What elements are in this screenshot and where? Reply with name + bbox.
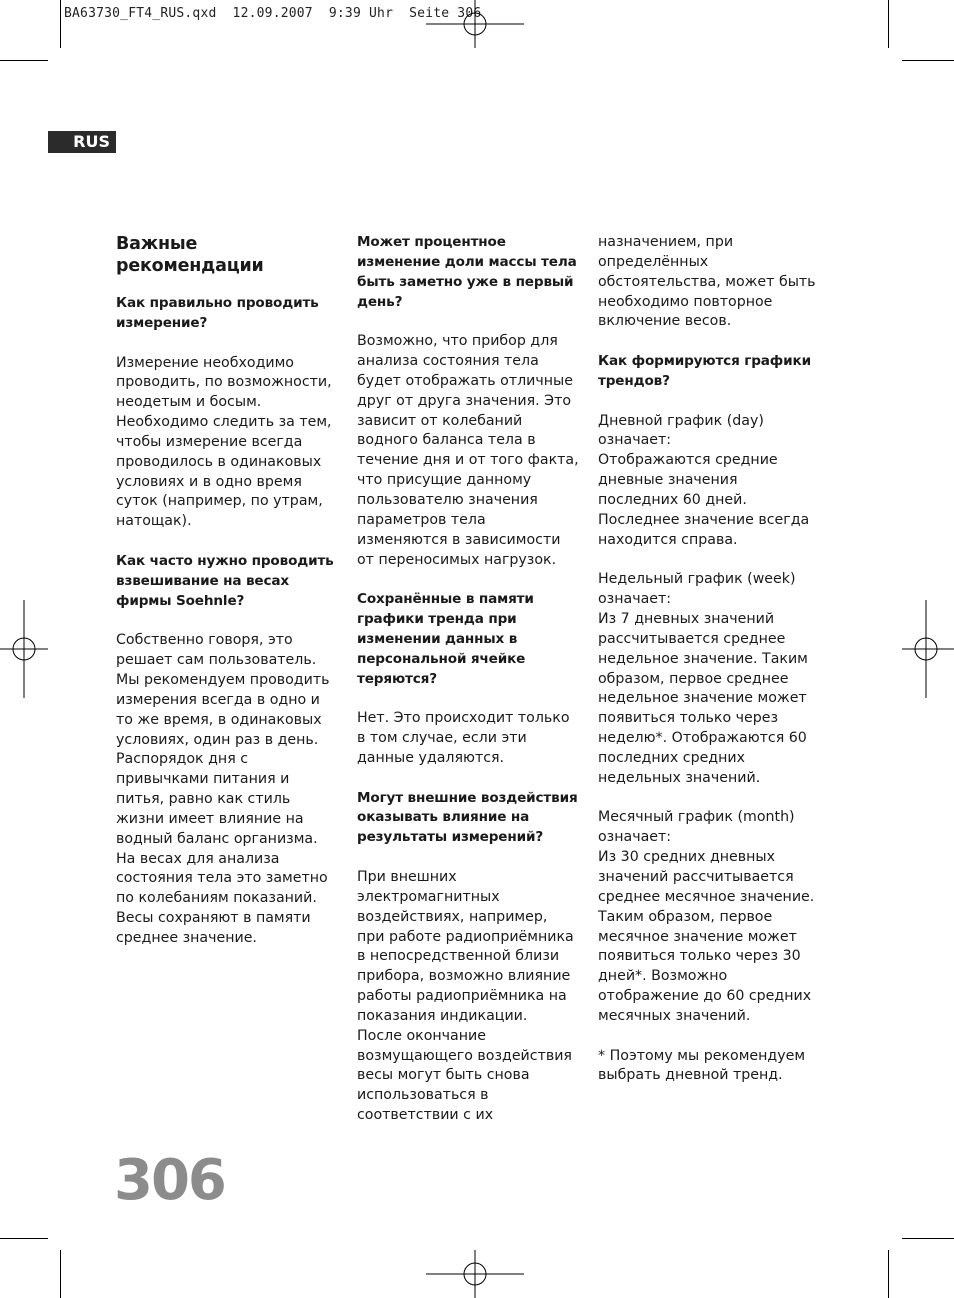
text-line: На весах для анализа bbox=[116, 850, 280, 867]
text-line: решает сам пользователь. bbox=[116, 652, 317, 669]
text-line: Таким образом, первое bbox=[598, 908, 773, 925]
text-column-3 bbox=[598, 233, 823, 1106]
text-line: будет отображать отличные bbox=[357, 372, 573, 389]
text-line: воздействиях, например, bbox=[357, 908, 548, 925]
text-line: означает: bbox=[598, 591, 672, 608]
registration-mark-bottom bbox=[426, 1250, 524, 1298]
page-title: Важные рекомендации bbox=[116, 234, 264, 276]
text-line: теряются? bbox=[357, 670, 437, 687]
text-line: значений рассчитывается bbox=[598, 869, 794, 885]
text-line: состояния тела это заметно bbox=[116, 870, 328, 887]
language-tag-label: RUS bbox=[73, 132, 110, 151]
text-line: течение дня и от того факта, bbox=[357, 452, 579, 469]
crop-mark bbox=[0, 1238, 48, 1239]
answer-paragraph bbox=[598, 570, 823, 788]
text-line: Из 30 средних дневных bbox=[598, 849, 776, 866]
text-line: трендов? bbox=[598, 372, 670, 389]
question-heading bbox=[357, 233, 582, 312]
print-slug: BA63730_FT4_RUS.qxd 12.09.2007 9:39 Uhr Seite 306 bbox=[64, 6, 482, 21]
text-line: Весы сохраняют в памяти bbox=[116, 910, 311, 927]
text-line: Распорядок дня с bbox=[116, 751, 249, 768]
text-line: соответствии с их bbox=[357, 1107, 494, 1124]
text-line: в непосредственной близи bbox=[357, 948, 560, 965]
text-line: водного баланса тела в bbox=[357, 432, 536, 449]
text-line: Недельный график (week) bbox=[598, 571, 796, 588]
text-line: прибора, возможно влияние bbox=[357, 968, 571, 985]
text-line: при работе радиоприёмника bbox=[357, 928, 574, 945]
text-line: означает: bbox=[598, 432, 672, 449]
text-line: условиях и в одно время bbox=[116, 473, 302, 490]
text-line: графики тренда при bbox=[357, 611, 517, 628]
column-blocks bbox=[598, 233, 823, 1086]
crop-mark bbox=[888, 0, 889, 48]
text-line: взвешивание на весах bbox=[116, 572, 290, 589]
text-line: неделю*. Отображаются 60 bbox=[598, 730, 807, 747]
column-blocks bbox=[357, 233, 582, 1126]
text-line: появиться только через bbox=[598, 710, 779, 727]
text-line: пользователю значения bbox=[357, 491, 538, 508]
crop-mark bbox=[60, 0, 61, 48]
text-line: После окончание bbox=[357, 1027, 486, 1044]
registration-mark-left bbox=[0, 600, 48, 698]
crop-mark bbox=[902, 60, 954, 61]
text-line: среднее значение. bbox=[116, 930, 257, 946]
text-column-1 bbox=[116, 233, 341, 969]
text-line: неодетым и босым. bbox=[116, 394, 262, 411]
text-line: зависит от колебаний bbox=[357, 412, 523, 429]
text-line: Мы рекомендуем проводить bbox=[116, 672, 330, 689]
text-line: дней*. Возможно bbox=[598, 968, 728, 985]
text-line: появиться только через 30 bbox=[598, 948, 801, 965]
text-line: условиях, один раз в день. bbox=[116, 731, 319, 748]
text-line: недельное значение может bbox=[598, 690, 807, 707]
text-line: изменение доли массы тела bbox=[357, 253, 577, 270]
text-line: анализа состояния тела bbox=[357, 353, 539, 370]
question-heading bbox=[598, 352, 823, 392]
answer-paragraph bbox=[598, 808, 823, 1026]
answer-paragraph bbox=[598, 412, 823, 551]
text-line: питья, равно как стиль bbox=[116, 791, 291, 808]
question-heading bbox=[116, 294, 341, 334]
text-line: обстоятельства, может быть bbox=[598, 273, 816, 290]
text-line: месячных значений. bbox=[598, 1007, 751, 1024]
text-line: отображение до 60 средних bbox=[598, 988, 812, 1005]
text-line: измерение? bbox=[116, 314, 208, 331]
registration-mark-top bbox=[426, 0, 524, 48]
text-line: Собственно говоря, это bbox=[116, 632, 293, 649]
text-line: недельных значений. bbox=[598, 769, 761, 786]
text-line: персональной ячейке bbox=[357, 650, 526, 667]
text-line: что присущие данному bbox=[357, 472, 532, 489]
text-line: недельное значение. Таким bbox=[598, 650, 808, 667]
text-line: месячное значение может bbox=[598, 928, 797, 945]
language-tag bbox=[48, 131, 116, 153]
text-line: рассчитывается среднее bbox=[598, 630, 786, 647]
answer-paragraph bbox=[357, 709, 582, 769]
answer-paragraph bbox=[357, 868, 582, 1126]
crop-mark bbox=[0, 60, 48, 61]
text-line: Как формируются графики bbox=[598, 353, 811, 370]
text-line: дневные значения bbox=[598, 472, 738, 489]
answer-paragraph bbox=[357, 332, 582, 570]
text-line: суток (например, по утрам, bbox=[116, 493, 323, 510]
text-line: Отображаются средние bbox=[598, 452, 778, 469]
text-line: Последнее значение всегда bbox=[598, 511, 810, 528]
text-line: изменяются в зависимости bbox=[357, 531, 561, 548]
text-line: привычками питания и bbox=[116, 771, 290, 788]
text-line: назначением, при bbox=[598, 234, 734, 250]
text-line: проводить, по возможности, bbox=[116, 374, 332, 391]
text-line: использоваться в bbox=[357, 1087, 489, 1104]
text-line: день? bbox=[357, 293, 403, 310]
text-line: изменении данных в bbox=[357, 630, 518, 647]
text-line: весы могут быть снова bbox=[357, 1067, 530, 1084]
text-line: среднее месячное значение. bbox=[598, 888, 815, 905]
text-line: проводилось в одинаковых bbox=[116, 453, 322, 470]
text-line: Могут внешние воздействия bbox=[357, 789, 578, 806]
text-line: образом, первое среднее bbox=[598, 670, 789, 687]
text-line: выбрать дневной тренд. bbox=[598, 1067, 783, 1084]
text-line: натощак). bbox=[116, 513, 192, 530]
text-line: возмущающего воздействия bbox=[357, 1047, 572, 1064]
registration-mark-right bbox=[902, 600, 954, 698]
text-line: включение весов. bbox=[598, 313, 732, 330]
text-line: параметров тела bbox=[357, 511, 486, 528]
text-line: электромагнитных bbox=[357, 888, 500, 905]
text-line: означает: bbox=[598, 829, 672, 846]
question-heading bbox=[357, 590, 582, 689]
text-line: последних 60 дней. bbox=[598, 491, 747, 508]
text-line: Нет. Это происходит только bbox=[357, 710, 570, 727]
answer-paragraph bbox=[116, 631, 341, 949]
text-line: жизни имеет влияние на bbox=[116, 810, 304, 827]
text-line: Может процентное bbox=[357, 234, 506, 250]
text-line: последних средних bbox=[598, 749, 746, 766]
text-line: * Поэтому мы рекомендуем bbox=[598, 1047, 806, 1064]
text-line: измерения всегда в одно и bbox=[116, 691, 320, 708]
text-line: Из 7 дневных значений bbox=[598, 611, 775, 628]
text-line: Необходимо следить за тем, bbox=[116, 414, 332, 431]
text-line: Измерение необходимо bbox=[116, 354, 294, 371]
text-line: результаты измерений? bbox=[357, 829, 544, 846]
crop-mark bbox=[902, 1238, 954, 1239]
answer-paragraph bbox=[598, 233, 823, 332]
text-line: Возможно, что прибор для bbox=[357, 333, 558, 350]
text-line: друг от друга значения. Это bbox=[357, 392, 572, 409]
text-line: Месячный график (month) bbox=[598, 809, 795, 826]
text-line: то же время, в одинаковых bbox=[116, 711, 322, 728]
text-line: необходимо повторное bbox=[598, 293, 773, 310]
text-line: При внешних bbox=[357, 869, 457, 885]
text-line: чтобы измерение всегда bbox=[116, 433, 303, 450]
text-line: оказывать влияние на bbox=[357, 809, 530, 826]
page-number: 306 bbox=[114, 1148, 225, 1213]
text-line: водный баланс организма. bbox=[116, 830, 318, 847]
crop-mark bbox=[60, 1250, 61, 1298]
text-line: Дневной график (day) bbox=[598, 412, 764, 429]
text-line: Как правильно проводить bbox=[116, 295, 319, 311]
text-line: данные удаляются. bbox=[357, 749, 505, 766]
text-line: Сохранённые в памяти bbox=[357, 591, 534, 608]
text-line: в том случае, если эти bbox=[357, 730, 527, 747]
column-blocks bbox=[116, 294, 341, 949]
question-heading bbox=[116, 552, 341, 612]
text-line: работы радиоприёмника на bbox=[357, 988, 567, 1005]
text-column-2 bbox=[357, 233, 582, 1146]
text-line: по колебаниям показаний. bbox=[116, 890, 317, 907]
answer-paragraph bbox=[116, 354, 341, 533]
text-line: показания индикации. bbox=[357, 1007, 528, 1024]
text-line: находится справа. bbox=[598, 531, 738, 548]
text-line: быть заметно уже в первый bbox=[357, 273, 574, 290]
text-line: фирмы Soehnle? bbox=[116, 592, 245, 609]
text-line: Как часто нужно проводить bbox=[116, 552, 334, 569]
text-line: от переносимых нагрузок. bbox=[357, 551, 557, 568]
text-line: определённых bbox=[598, 253, 709, 270]
answer-paragraph bbox=[598, 1047, 823, 1087]
question-heading bbox=[357, 789, 582, 849]
crop-mark bbox=[888, 1250, 889, 1298]
